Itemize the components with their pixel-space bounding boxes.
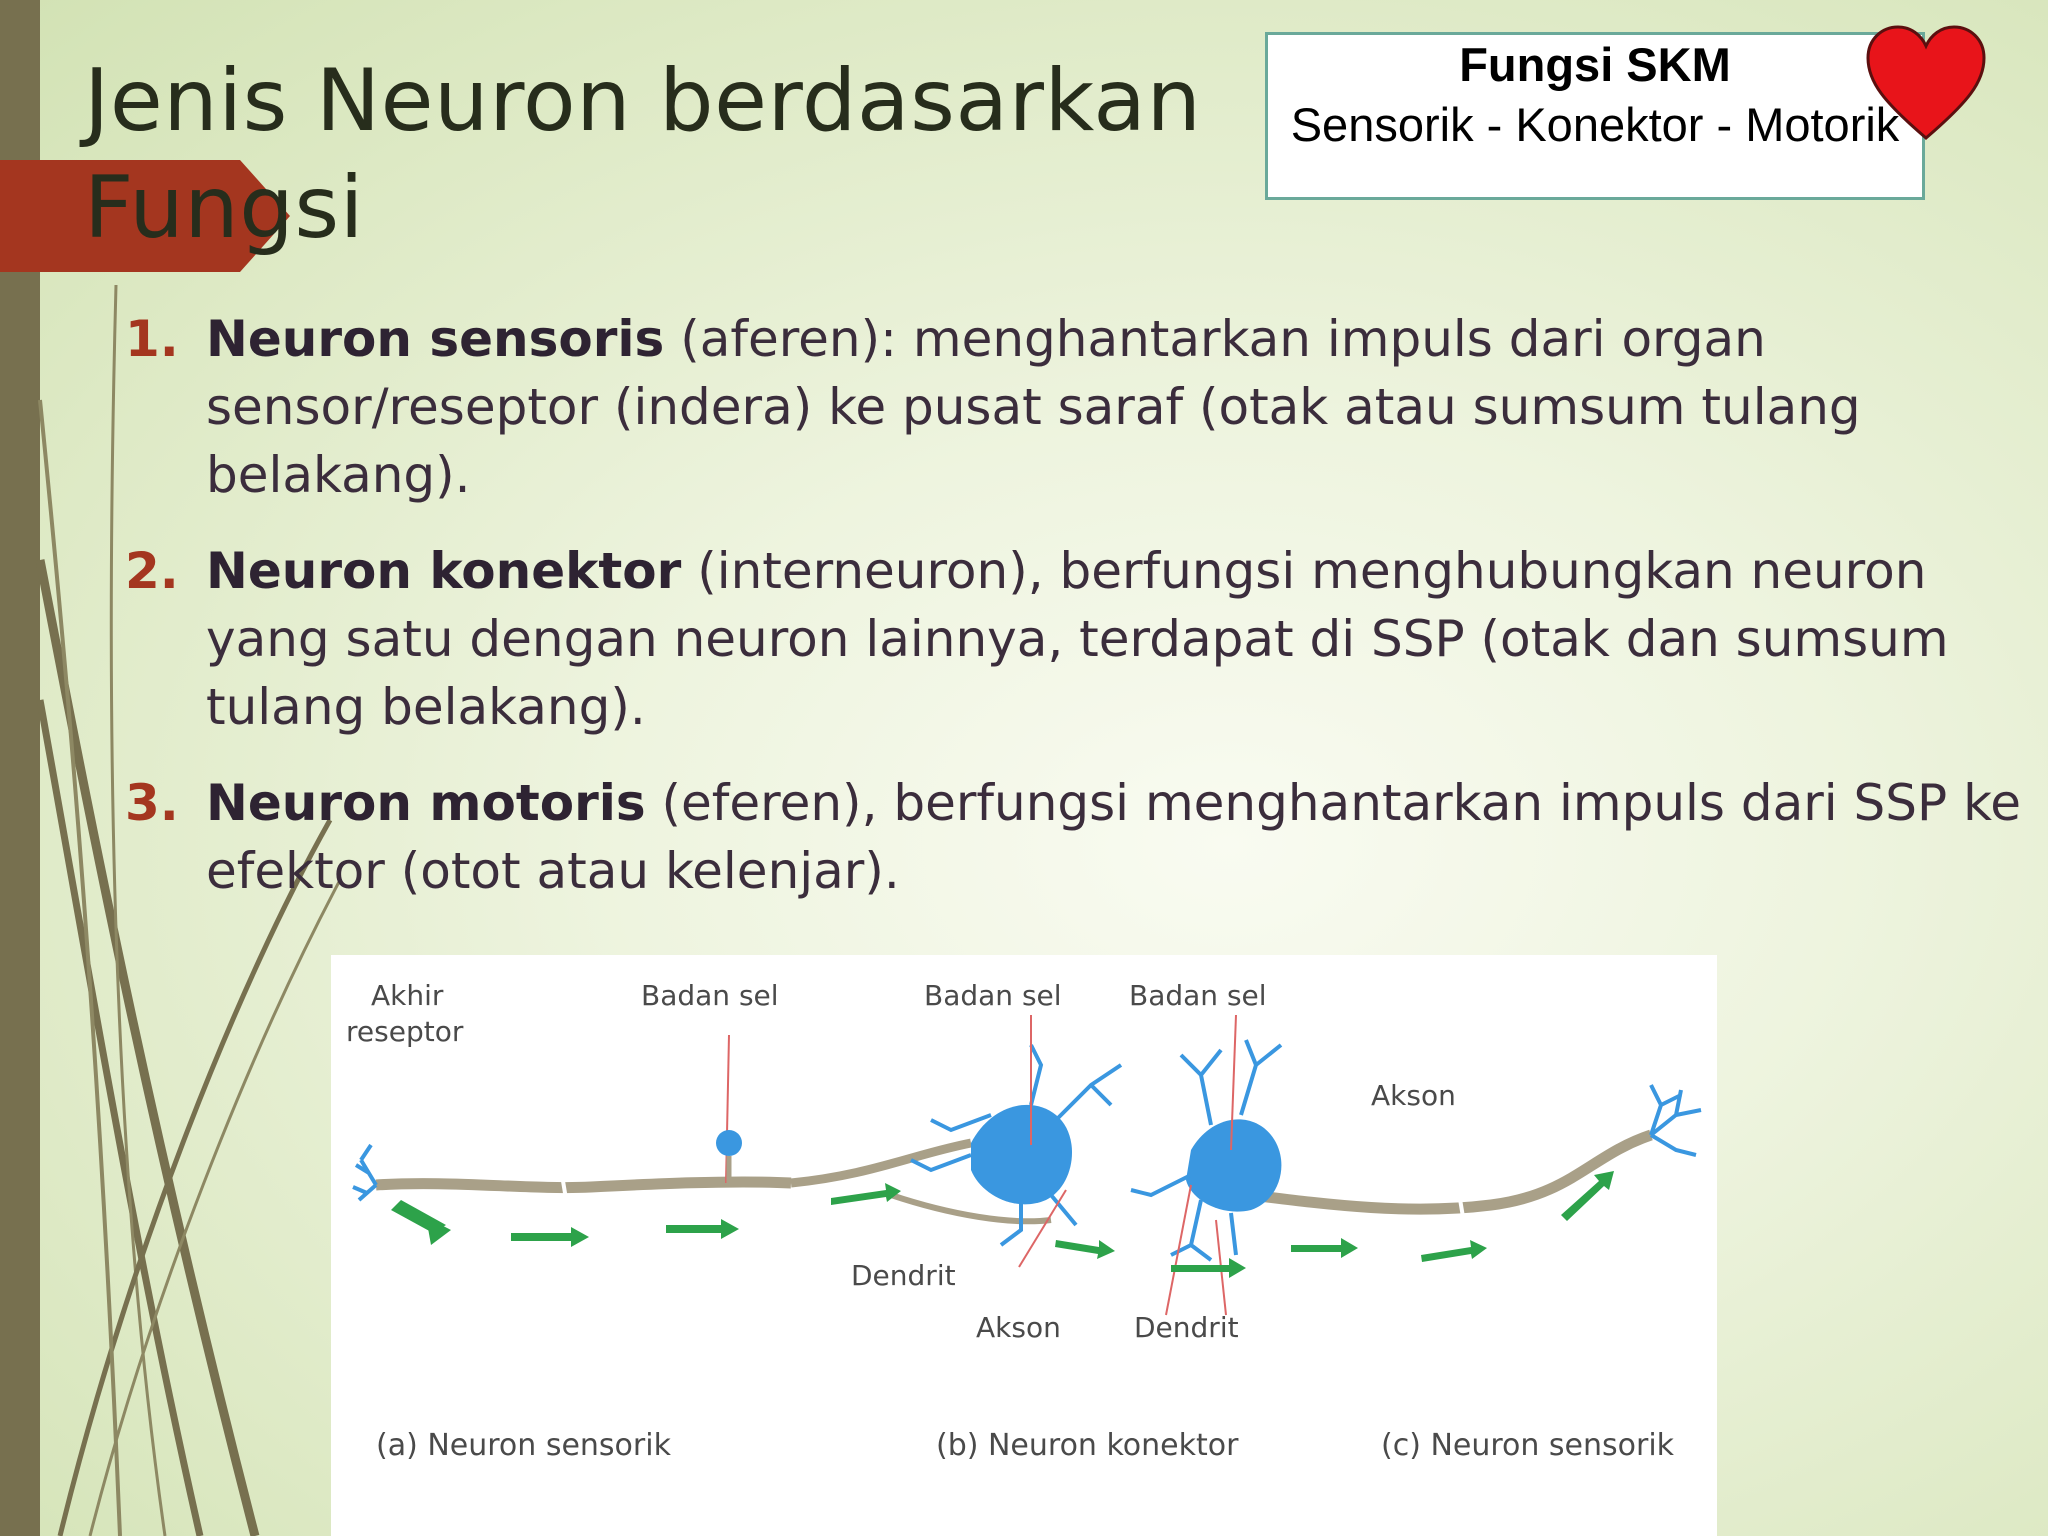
list-item [125,305,2025,509]
label-badan-sel-c: Badan sel [1129,979,1267,1012]
list-number: 3. [125,774,179,832]
list-term: Neuron motoris [206,774,646,832]
slide-title: Jenis Neuron berdasarkan Fungsi [84,51,1202,258]
info-box-body: Sensorik - Konektor - Motorik [1290,98,1900,151]
cell-body-c [1131,1040,1281,1260]
label-reseptor: reseptor [346,1015,464,1048]
neuron-diagram [331,955,1717,1536]
label-line [1166,1185,1191,1315]
list-description: (eferen), berfungsi menghantarkan impuls dari SSP ke efektor (otot atau kelenjar). [206,774,2022,900]
list-description: (aferen): menghantarkan impuls dari organ sensor/reseptor (indera) ke pusat saraf (otak atau sumsum tulang belakang). [206,310,1861,504]
list-item [125,769,2025,905]
info-box-title: Fungsi SKM [1459,38,1731,91]
label-dendrit-2: Dendrit [1134,1311,1239,1344]
label-akson-top: Akson [1371,1079,1456,1112]
label-akson-bottom: Akson [976,1311,1061,1344]
heart-icon [1864,24,1988,144]
caption-b: (b) Neuron konektor [936,1428,1239,1463]
list-text [206,305,2025,509]
info-box [1265,32,1925,200]
cell-body-a [716,1130,742,1156]
list-number: 1. [125,310,179,368]
caption-c: (c) Neuron sensorik [1381,1428,1675,1463]
list-description: (interneuron), berfungsi menghubungkan neuron yang satu dengan neuron lainnya, terdapat di SSP (otak dan sumsum tulang belakang). [206,542,1949,736]
label-dendrit-1: Dendrit [851,1259,956,1292]
label-akhir: Akhir [371,979,444,1012]
label-badan-sel-a: Badan sel [641,979,779,1012]
list-number: 2. [125,542,179,600]
list-term: Neuron konektor [206,542,682,600]
neuron-type-list [125,305,2025,933]
list-item [125,537,2025,741]
list-text [206,769,2025,905]
list-text [206,537,2025,741]
caption-a: (a) Neuron sensorik [376,1428,671,1463]
receptor-ending [353,1145,376,1200]
list-term: Neuron sensoris [206,310,665,368]
axon-terminal [1651,1085,1701,1155]
label-badan-sel-b: Badan sel [924,979,1062,1012]
